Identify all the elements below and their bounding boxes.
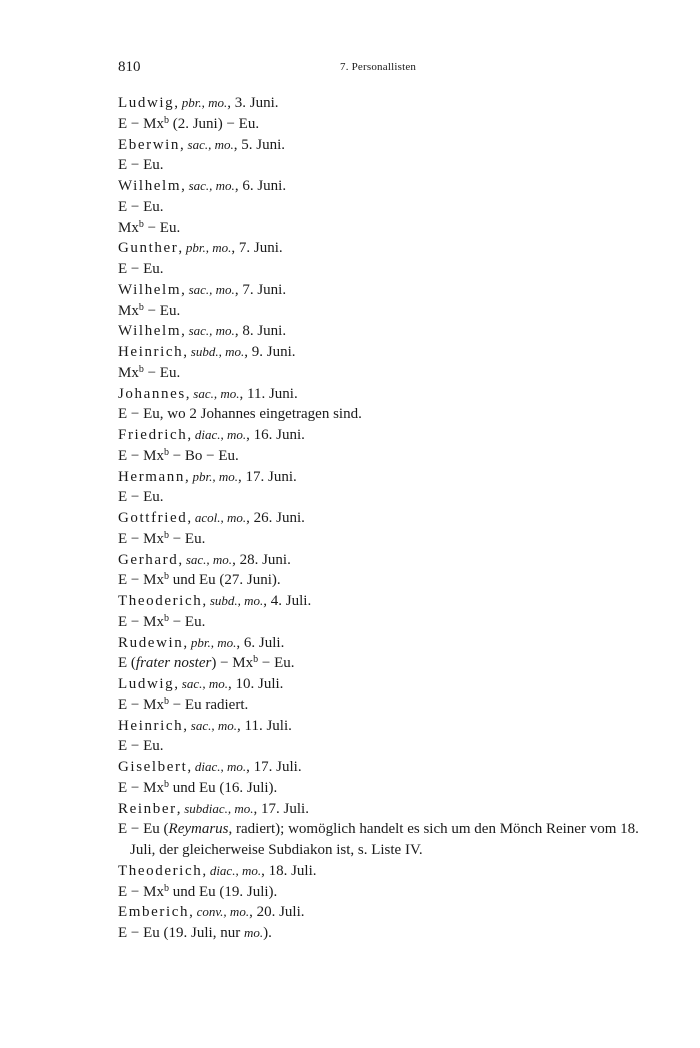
entry-line bbox=[118, 902, 658, 923]
superscript: b bbox=[138, 218, 144, 230]
entry-text: , bbox=[202, 862, 210, 879]
entry-text: , 10. Juli. bbox=[227, 676, 284, 692]
person-name: Hermann bbox=[118, 468, 186, 485]
entry-line bbox=[118, 778, 658, 799]
rank-abbreviation: subd., mo. bbox=[190, 344, 245, 359]
rank-abbreviation: diac., mo. bbox=[194, 427, 247, 442]
entry-text: − Bo − Eu. bbox=[168, 447, 239, 464]
entry-line bbox=[118, 674, 658, 695]
entry-text: , 17. Juni. bbox=[238, 468, 297, 485]
page-number: 810 bbox=[118, 59, 141, 75]
entry-line bbox=[118, 135, 658, 156]
person-name: Gottfried bbox=[118, 510, 188, 526]
superscript: b bbox=[163, 114, 169, 126]
entry-text: − Eu. bbox=[143, 302, 181, 319]
entry-line bbox=[118, 218, 658, 239]
entry-text: , bbox=[180, 136, 188, 153]
entry-text: , 16. Juni. bbox=[246, 427, 305, 443]
rank-abbreviation: pbr., mo. bbox=[190, 634, 237, 650]
superscript: b bbox=[163, 612, 169, 624]
entry-line bbox=[118, 155, 658, 176]
rank-abbreviation: pbr., mo. bbox=[181, 95, 228, 110]
entry-text: , 28. Juni. bbox=[232, 551, 291, 568]
entry-line bbox=[118, 197, 658, 218]
superscript: b bbox=[163, 571, 169, 583]
entry-text: , 9. Juni. bbox=[244, 344, 296, 360]
person-name: Reinber bbox=[118, 800, 177, 817]
italic-text: Reymarus bbox=[168, 821, 229, 838]
entry-line bbox=[118, 529, 658, 550]
entry-text: , radiert); womöglich handelt es sich um den Mönch Reiner vom 18. Juli, der gleicherweise Subdiakon ist, s. Liste IV. bbox=[130, 821, 639, 858]
entry-text: , 20. Juli. bbox=[249, 904, 305, 921]
entry-text: E − Mx bbox=[118, 115, 164, 132]
rank-abbreviation: acol., mo. bbox=[194, 510, 247, 525]
rank-abbreviation: sac., mo. bbox=[185, 551, 233, 567]
person-name: Eberwin bbox=[118, 136, 181, 153]
person-name: Emberich bbox=[118, 904, 190, 921]
superscript: b bbox=[253, 654, 259, 666]
entry-text: E − Eu (19. Juli, nur bbox=[118, 925, 244, 941]
entry-text: und Eu (16. Juli). bbox=[168, 779, 278, 796]
rank-abbreviation: subd., mo. bbox=[209, 593, 264, 608]
entry-text: , bbox=[183, 717, 191, 734]
entry-text: , 7. Juni. bbox=[234, 281, 287, 298]
entry-text: E − Eu. bbox=[118, 261, 164, 277]
entry-line bbox=[118, 716, 658, 737]
entry-text: , 3. Juni. bbox=[227, 95, 279, 111]
entry-line bbox=[118, 757, 658, 778]
entry-text: , bbox=[187, 759, 195, 775]
entry-text: , bbox=[176, 800, 185, 817]
entry-text: − Eu. bbox=[143, 219, 181, 236]
entry-line bbox=[118, 467, 658, 488]
rank-abbreviation: sac., mo. bbox=[187, 136, 234, 152]
entry-text: E − Mx bbox=[118, 530, 164, 547]
superscript: b bbox=[163, 882, 169, 894]
entry-text: E − Eu. bbox=[118, 489, 164, 506]
entry-text: Mx bbox=[118, 364, 139, 381]
entry-text: E − Eu. bbox=[118, 738, 164, 755]
entry-text: − Eu. bbox=[258, 655, 295, 672]
rank-abbreviation: subdiac., mo. bbox=[184, 800, 254, 816]
entry-text: , bbox=[178, 240, 186, 257]
entry-line bbox=[118, 487, 658, 508]
person-name: Wilhelm bbox=[118, 281, 182, 298]
person-name: Gunther bbox=[118, 240, 179, 257]
entry-text: , bbox=[187, 427, 195, 443]
entry-line bbox=[118, 923, 658, 944]
entry-text: − Eu radiert. bbox=[168, 696, 249, 713]
entry-text: , 8. Juni. bbox=[234, 323, 287, 340]
entry-text: und Eu (19. Juli). bbox=[168, 883, 278, 900]
rank-abbreviation: sac., mo. bbox=[188, 281, 235, 297]
rank-abbreviation: sac., mo. bbox=[181, 676, 228, 691]
entry-list bbox=[118, 93, 658, 944]
person-name: Heinrich bbox=[118, 717, 184, 734]
entry-text: E − Eu. bbox=[118, 198, 164, 215]
entry-line bbox=[118, 363, 658, 384]
entry-text: E − Mx bbox=[118, 447, 164, 464]
entry-text: , bbox=[178, 551, 186, 568]
entry-line bbox=[118, 301, 658, 322]
entry-text: , bbox=[183, 344, 191, 360]
entry-line bbox=[118, 653, 658, 674]
person-name: Ludwig bbox=[118, 95, 175, 111]
entry-text: , bbox=[187, 510, 195, 526]
person-name: Giselbert bbox=[118, 759, 188, 775]
entry-text: , bbox=[174, 95, 182, 111]
entry-line bbox=[118, 570, 658, 591]
entry-text: , 26. Juni. bbox=[246, 510, 305, 526]
entry-line bbox=[118, 280, 658, 301]
entry-text: ). bbox=[263, 925, 272, 941]
person-name: Gerhard bbox=[118, 551, 179, 568]
entry-text: , 5. Juni. bbox=[233, 136, 285, 153]
entry-line bbox=[118, 114, 658, 135]
entry-text: , bbox=[181, 323, 189, 340]
entry-text: , bbox=[202, 593, 210, 609]
rank-abbreviation: pbr., mo. bbox=[192, 468, 239, 484]
rank-abbreviation: sac., mo. bbox=[188, 323, 235, 339]
entry-text: , 18. Juli. bbox=[261, 862, 317, 879]
entry-text: , bbox=[183, 634, 191, 651]
running-head: 7. Personallisten bbox=[340, 61, 417, 73]
entry-text: , 4. Juli. bbox=[263, 593, 312, 609]
entry-text: E − Mx bbox=[118, 696, 164, 713]
rank-abbreviation: sac., mo. bbox=[193, 385, 240, 401]
entry-text: und Eu (27. Juni). bbox=[168, 572, 281, 589]
entry-text: , bbox=[181, 178, 189, 194]
entry-text: Mx bbox=[118, 219, 139, 236]
entry-line bbox=[118, 695, 658, 716]
entry-line bbox=[118, 342, 658, 363]
entry-text: , 6. Juli. bbox=[236, 634, 285, 651]
entry-text: ) − Mx bbox=[211, 655, 254, 672]
superscript: b bbox=[163, 695, 169, 707]
superscript: b bbox=[163, 778, 169, 790]
person-name: Heinrich bbox=[118, 344, 184, 360]
entry-text: (2. Juni) − Eu. bbox=[168, 115, 260, 132]
entry-line bbox=[118, 633, 658, 654]
rank-abbreviation: conv., mo. bbox=[196, 904, 250, 920]
entry-text: E − Mx bbox=[118, 572, 164, 589]
entry-line bbox=[118, 404, 658, 425]
entry-text: , 17. Juli. bbox=[253, 800, 309, 817]
person-name: Friedrich bbox=[118, 427, 188, 443]
entry-text: , 17. Juli. bbox=[246, 759, 302, 775]
superscript: b bbox=[163, 529, 169, 541]
superscript: b bbox=[138, 301, 144, 313]
entry-text: , 7. Juni. bbox=[231, 240, 283, 257]
person-name: Theoderich bbox=[118, 593, 203, 609]
rank-abbreviation: pbr., mo. bbox=[185, 240, 232, 256]
entry-text: − Eu. bbox=[168, 530, 206, 547]
entry-text: E − Eu. bbox=[118, 157, 164, 174]
person-name: Wilhelm bbox=[118, 323, 182, 340]
entry-text: , bbox=[185, 468, 193, 485]
entry-line bbox=[118, 508, 658, 529]
entry-text: , 6. Juni. bbox=[234, 178, 287, 194]
entry-text: E ( bbox=[118, 655, 136, 672]
rank-abbreviation: sac., mo. bbox=[190, 717, 237, 733]
person-name: Ludwig bbox=[118, 676, 175, 692]
rank-abbreviation: diac., mo. bbox=[194, 759, 247, 774]
entry-text: , bbox=[185, 385, 194, 402]
entry-line bbox=[118, 446, 658, 467]
entry-line bbox=[118, 176, 658, 197]
entry-line bbox=[118, 425, 658, 446]
entry-line bbox=[118, 819, 658, 861]
entry-line bbox=[118, 93, 658, 114]
entry-text: E − Mx bbox=[118, 779, 164, 796]
entry-text: , bbox=[189, 904, 197, 921]
entry-line bbox=[118, 861, 658, 882]
entry-text: − Eu. bbox=[143, 364, 181, 381]
entry-text: , 11. Juli. bbox=[237, 717, 292, 734]
entry-line bbox=[118, 384, 658, 405]
person-name: Rudewin bbox=[118, 634, 184, 651]
entry-text: , bbox=[174, 676, 182, 692]
entry-text: E − Mx bbox=[118, 613, 164, 630]
rank-abbreviation: diac., mo. bbox=[209, 862, 262, 878]
person-name: Johannes bbox=[118, 385, 186, 402]
entry-text: Mx bbox=[118, 302, 139, 319]
entry-text: , 11. Juni. bbox=[239, 385, 298, 402]
italic-text: frater noster bbox=[135, 655, 212, 672]
entry-text: E − Mx bbox=[118, 883, 164, 900]
rank-abbreviation: mo. bbox=[243, 925, 264, 940]
entry-text: E − Eu, wo 2 Johannes eingetragen sind. bbox=[118, 406, 362, 423]
entry-line bbox=[118, 321, 658, 342]
person-name: Wilhelm bbox=[118, 178, 182, 194]
entry-line bbox=[118, 799, 658, 820]
rank-abbreviation: sac., mo. bbox=[188, 178, 235, 193]
entry-text: , bbox=[181, 281, 189, 298]
entry-line bbox=[118, 882, 658, 903]
entry-line bbox=[118, 550, 658, 571]
entry-line bbox=[118, 591, 658, 612]
entry-text: − Eu. bbox=[168, 613, 206, 630]
person-name: Theoderich bbox=[118, 862, 203, 879]
entry-line bbox=[118, 612, 658, 633]
entry-text: E − Eu ( bbox=[118, 821, 169, 838]
entry-line bbox=[118, 736, 658, 757]
superscript: b bbox=[138, 363, 144, 375]
superscript: b bbox=[163, 446, 169, 458]
entry-line bbox=[118, 259, 658, 280]
entry-line bbox=[118, 238, 658, 259]
